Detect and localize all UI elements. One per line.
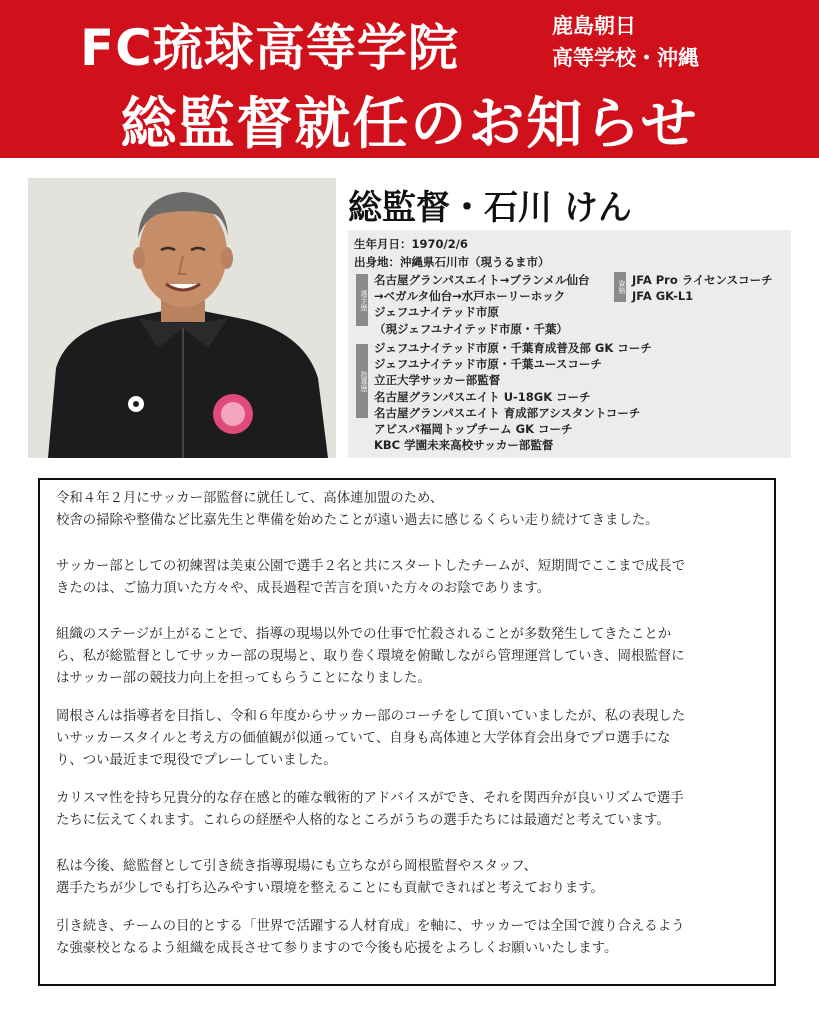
career-line: 名古屋グランパスエイト 育成部アシスタントコーチ (374, 405, 641, 420)
career-line: ジェフユナイテッド市原・千葉育成普及部 GK コーチ (374, 341, 652, 355)
announcement-headline: 総監督就任のお知らせ (120, 92, 699, 157)
message-paragraph: 令和４年２月にサッカー部監督に就任して、高体連加盟のため、 校舎の掃除や整備など比嘉先生と準備を始めたことが遠い過去に感じるくらい走り続けてきました。 (56, 491, 659, 528)
school-subtitle (552, 10, 699, 74)
coach-portrait-illustration (28, 178, 336, 458)
subtitle-line-1: 鹿島朝日 (552, 14, 636, 38)
coach-name: 総監督・石川 けん (348, 188, 632, 228)
career-line: →ベガルタ仙台→水戸ホーリーホック (374, 289, 566, 304)
message-paragraph: 組織のステージが上がることで、指導の現場以外での仕事で忙殺されることが多数発生してきたことか ら、私が総監督としてサッカー部の現場と、取り巻く環境を俯瞰しながら管理運営していき、岡根監督に はサッカー部の競技力向上を担ってもらうことになりました。 (56, 627, 685, 686)
subtitle-line-2: 高等学校・沖縄 (552, 46, 699, 70)
message-box (38, 478, 776, 986)
message-paragraph: カリスマ性を持ち兄貴分的な存在感と的確な戦術的アドバイスができ、それを関西弁が良いリズムで選手 たちに伝えてくれます。これらの経歴や人格的なところがうちの選手たちには最適だと考えています。 (56, 791, 684, 828)
school-title: FC琉球高等学院 (80, 19, 459, 77)
career-line: 名古屋グランパスエイト→ブランメル仙台 (374, 273, 590, 287)
career-line: ジェフユナイテッド市原・千葉ユースコーチ (374, 357, 602, 372)
message-paragraph: 私は今後、総監督として引き続き指導現場にも立ちながら岡根監督やスタッフ、 選手たちが少しでも打ち込みやすい環境を整えることにも貢献できればと考えております。 (56, 859, 604, 896)
license-line: JFA GK-L1 (632, 289, 694, 304)
header-banner (0, 0, 819, 158)
career-line: 名古屋グランパスエイト U-18GK コーチ (374, 389, 591, 404)
birth-date: 生年月日：1970/2/6 (354, 237, 468, 251)
player-history-list (374, 272, 589, 337)
career-line: ジェフユナイテッド市原 (374, 305, 499, 320)
profile-card (348, 230, 791, 458)
career-line: アビスパ福岡トップチーム GK コーチ (374, 422, 573, 437)
career-line: KBC 学園未来高校サッカー部監督 (374, 438, 554, 453)
coaching-history-list (374, 340, 652, 453)
coaching-history-tag: 指導歴 (356, 344, 368, 418)
player-history-tag: 選手歴 (356, 274, 368, 326)
message-paragraph: 引き続き、チームの目的とする「世界で活躍する人材育成」を軸に、サッカーでは全国で渡り合えるよう な強豪校となるよう組織を成長させて参りますので今後も応援をよろしくお願いいたします。 (56, 919, 685, 956)
message-paragraph: サッカー部としての初練習は美東公園で選手２名と共にスタートしたチームが、短期間でここまで成長で きたのは、ご協力頂いた方々や、成長過程で苦言を頂いた方々のお陰であります。 (56, 559, 686, 596)
coach-photo (28, 178, 336, 458)
license-line: JFA Pro ライセンスコーチ (632, 273, 773, 287)
message-paragraph: 岡根さんは指導者を目指し、令和６年度からサッカー部のコーチをして頂いていましたが、私の表現した いサッカースタイルと考え方の価値観が似通っていて、自身も高体連と大学体育会出身でプロ選手にな り、つい最近まで現役でプレーしていました。 (56, 709, 686, 768)
license-list (632, 272, 773, 304)
career-line: （現ジェフユナイテッド市原・千葉） (374, 321, 568, 336)
license-tag: 資格 (614, 272, 626, 302)
career-line: 立正大学サッカー部監督 (374, 373, 501, 388)
birthplace: 出身地：沖縄県石川市（現うるま市） (354, 255, 550, 269)
